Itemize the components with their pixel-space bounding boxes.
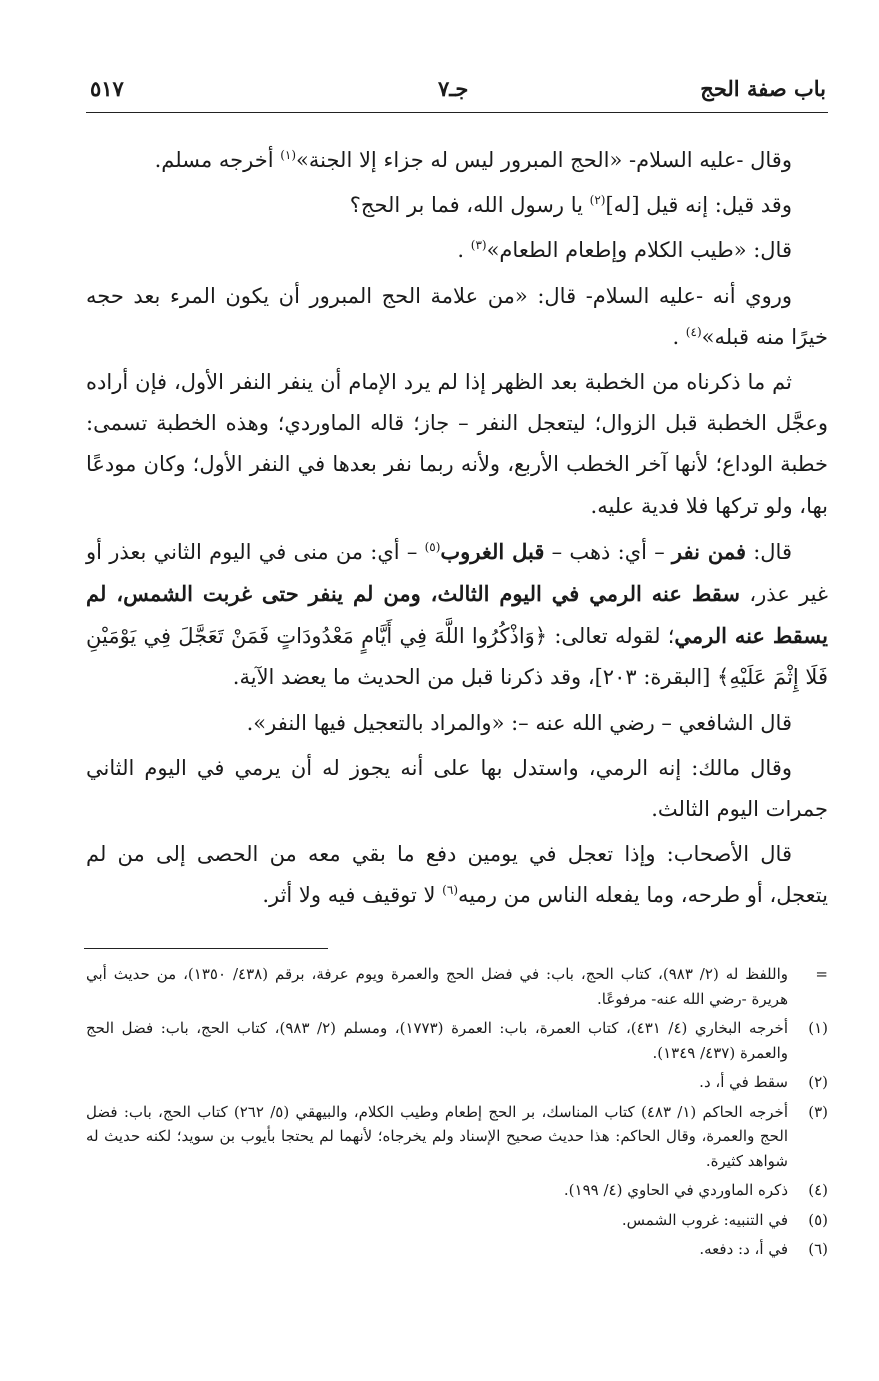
- footnote-mark: (٢): [808, 1073, 828, 1091]
- footnote: [86, 1208, 828, 1233]
- footnote-mark: =: [815, 965, 828, 983]
- paragraph: قال: «طيب الكلام وإطعام الطعام»$^{(٣)}$ .: [457, 238, 792, 263]
- paragraph: وقال -عليه السلام- «الحج المبرور ليس له جزاء إلا الجنة»$^{(١)}$ أخرجه مسلم.: [154, 148, 792, 172]
- footnote-ref: (٦): [442, 883, 458, 898]
- paragraph: وقد قيل: إنه قيل [له]$^{(٢)}$ يا رسول الله، فما بر الحج؟: [349, 193, 792, 218]
- footnote-mark: (٥): [808, 1210, 828, 1229]
- footnote: [86, 1237, 828, 1262]
- footnote-text: ذكره الماوردي في الحاوي (٤/ ١٩٩).: [563, 1181, 788, 1199]
- footnote-ref: (٣): [470, 238, 487, 253]
- footnote-text: واللفظ له (٢/ ٩٨٣)، كتاب الحج، باب: في فضل الحج والعمرة ويوم عرفة، برقم (٤٣٨/ ١٣٥٠)، من حديث أبي هريرة -رضي الله عنه- مرفوعًا.: [86, 965, 789, 1008]
- paragraph: قال الشافعي – رضي الله عنه –: «والمراد بالتعجيل فيها النفر».: [246, 710, 792, 735]
- footnote-ref: (١): [280, 148, 297, 162]
- chapter-title: باب صفة الحج: [700, 76, 826, 101]
- footnote-text: في أ، د: دفعه.: [699, 1240, 788, 1258]
- footnote: [86, 1178, 828, 1203]
- page-number: ٥١٧: [90, 76, 124, 101]
- footnote-mark: (١): [808, 1019, 828, 1037]
- footnote-ref: (٤): [685, 324, 702, 339]
- running-header: [86, 66, 828, 113]
- footnote-mark: (٣): [808, 1102, 828, 1121]
- paragraph: قال الأصحاب: وإذا تعجل في يومين دفع ما بقي معه من الحصى إلى من لم يتعجل، أو طرحه، وما يفعله الناس من رميه$^{(٦)}$ لا توقيف فيه ولا أثر.: [86, 842, 828, 908]
- footnote: [86, 1100, 828, 1174]
- paragraph: وروي أنه -عليه السلام- قال: «من علامة الحج المبرور أن يكون المرء بعد حجه خيرًا منه قبله»$^{(٤)}$ .: [86, 283, 828, 349]
- footnote: [86, 1016, 828, 1065]
- paragraph: وقال مالك: إنه الرمي، واستدل بها على أنه يجوز له أن يرمي في اليوم الثاني جمرات اليوم الثالث.: [86, 755, 828, 822]
- footnote-separator: [84, 948, 328, 949]
- footnote-ref: (٥): [424, 539, 441, 554]
- footnote-text: أخرجه البخاري (٤/ ٤٣١)، كتاب العمرة، باب: العمرة (١٧٧٣)، ومسلم (٢/ ٩٨٣)، كتاب الحج، باب: فضل الحج والعمرة (٤٣٧/ ١٣٤٩).: [86, 1019, 788, 1062]
- footnotes: [86, 962, 828, 1267]
- footnote: [86, 1070, 828, 1095]
- footnote-ref: (٢): [589, 193, 606, 208]
- footnote: [86, 962, 828, 1011]
- paragraph: قال: فمن نفر – أي: ذهب – قبل الغروب$^{(٥)}$ – أي: من منى في اليوم الثاني بعذر أو غير عذر، سقط عنه الرمي في اليوم الثالث، ومن لم ينفر حتى غربت الشمس، لم يسقط عنه الرمي؛ لقوله تعالى: ﴿وَاذْكُرُوا اللَّهَ فِي أَيَّامٍ مَعْدُودَاتٍ فَمَنْ تَعَجَّلَ فِي يَوْمَيْنِ فَلَا إِثْمَ عَلَيْهِ﴾ [البقرة: ٢٠٣]، وقد ذكرنا قبل من الحديث ما يعضد الآية.: [86, 538, 829, 690]
- footnote-text: سقط في أ، د.: [699, 1073, 788, 1091]
- footnote-mark: (٤): [808, 1181, 828, 1199]
- footnote-text: في التنبيه: غروب الشمس.: [621, 1210, 788, 1229]
- paragraph: ثم ما ذكرناه من الخطبة بعد الظهر إذا لم يرد الإمام أن ينفر النفر الأول، فإن أراده وعجَّل الخطبة قبل الزوال؛ ليتعجل النفر – جاز؛ قاله الماوردي؛ وهذه الخطبة تسمى: خطبة الوداع؛ لأنها آخر الخطب الأربع، ولأنه ربما نفر بعدها في النفر الأول؛ وكان مودعًا بها، ولو تركها فلا فدية عليه.: [86, 370, 828, 518]
- footnote-mark: (٦): [808, 1240, 828, 1258]
- footnote-text: أخرجه الحاكم (١/ ٤٨٣) كتاب المناسك، بر الحج إطعام وطيب الكلام، والبيهقي (٥/ ٢٦٢) كتاب الحج، باب: فضل الحج والعمرة، وقال الحاكم: هذا حديث صحيح الإسناد ولم يخرجاه؛ لأنهما لم يحتجا بأيوب بن سويد؛ لكنه حديث له شواهد كثيرة.: [86, 1102, 788, 1170]
- volume-label: جـ٧: [438, 76, 469, 101]
- main-text: [86, 140, 828, 921]
